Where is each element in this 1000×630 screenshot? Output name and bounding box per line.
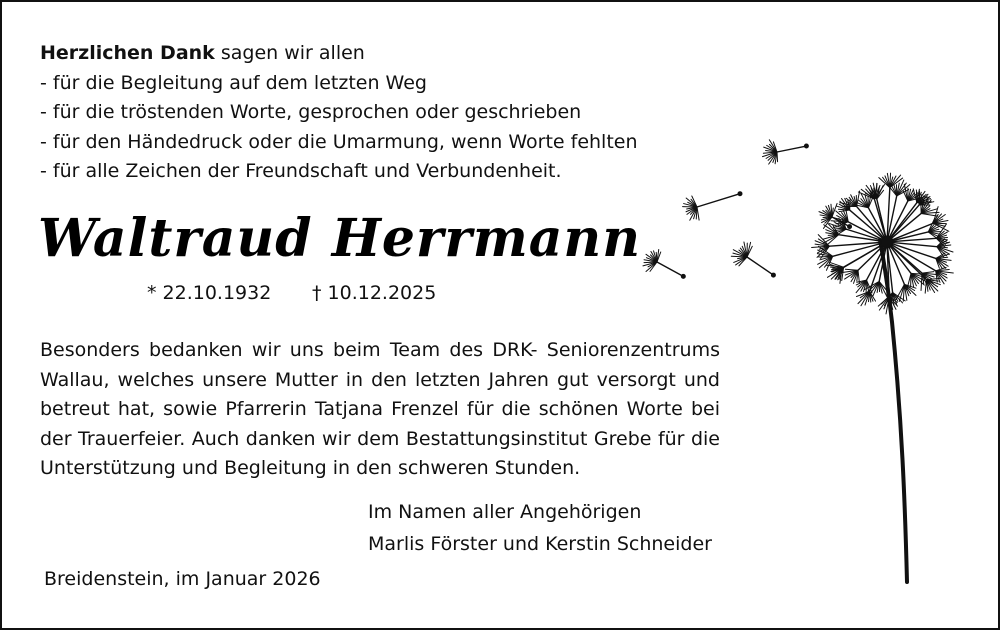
dandelion-icon <box>622 122 962 592</box>
intro-line: - für alle Zeichen der Freundschaft und Verbundenheit. <box>40 160 562 182</box>
signature-line: Im Namen aller Angehörigen <box>368 501 642 523</box>
intro-heading-bold: Herzlichen Dank <box>40 42 215 64</box>
deceased-name: Waltraud Herrmann <box>38 208 642 269</box>
death-date: † 10.12.2025 <box>312 282 437 304</box>
intro-line: - für die tröstenden Worte, gesprochen oder geschrieben <box>40 101 582 123</box>
intro-heading <box>40 39 638 69</box>
place-date: Breidenstein, im Januar 2026 <box>44 568 321 590</box>
signature-names: Marlis Förster und Kerstin Schneider <box>368 533 712 555</box>
birth-date: * 22.10.1932 <box>147 282 272 304</box>
intro-line: - für den Händedruck oder die Umarmung, wenn Worte fehlten <box>40 130 638 153</box>
intro-block <box>40 39 638 187</box>
intro-heading-rest: sagen wir allen <box>214 42 365 64</box>
intro-line: - für die Begleitung auf dem letzten Weg <box>40 71 427 94</box>
thanks-paragraph: Besonders bedanken wir uns beim Team des DRK- Seniorenzentrums Wallau, welches unsere Mutter in den letzten Jahren gut versorgt und betreut hat, sowie Pfarrerin Tatjana Frenzel für die schönen Worte bei der Trauerfeier. Auch danken wir dem Bestattungsinstitut Grebe für die Unterstützung und Begleitung in den schweren Stunden. <box>40 339 720 479</box>
